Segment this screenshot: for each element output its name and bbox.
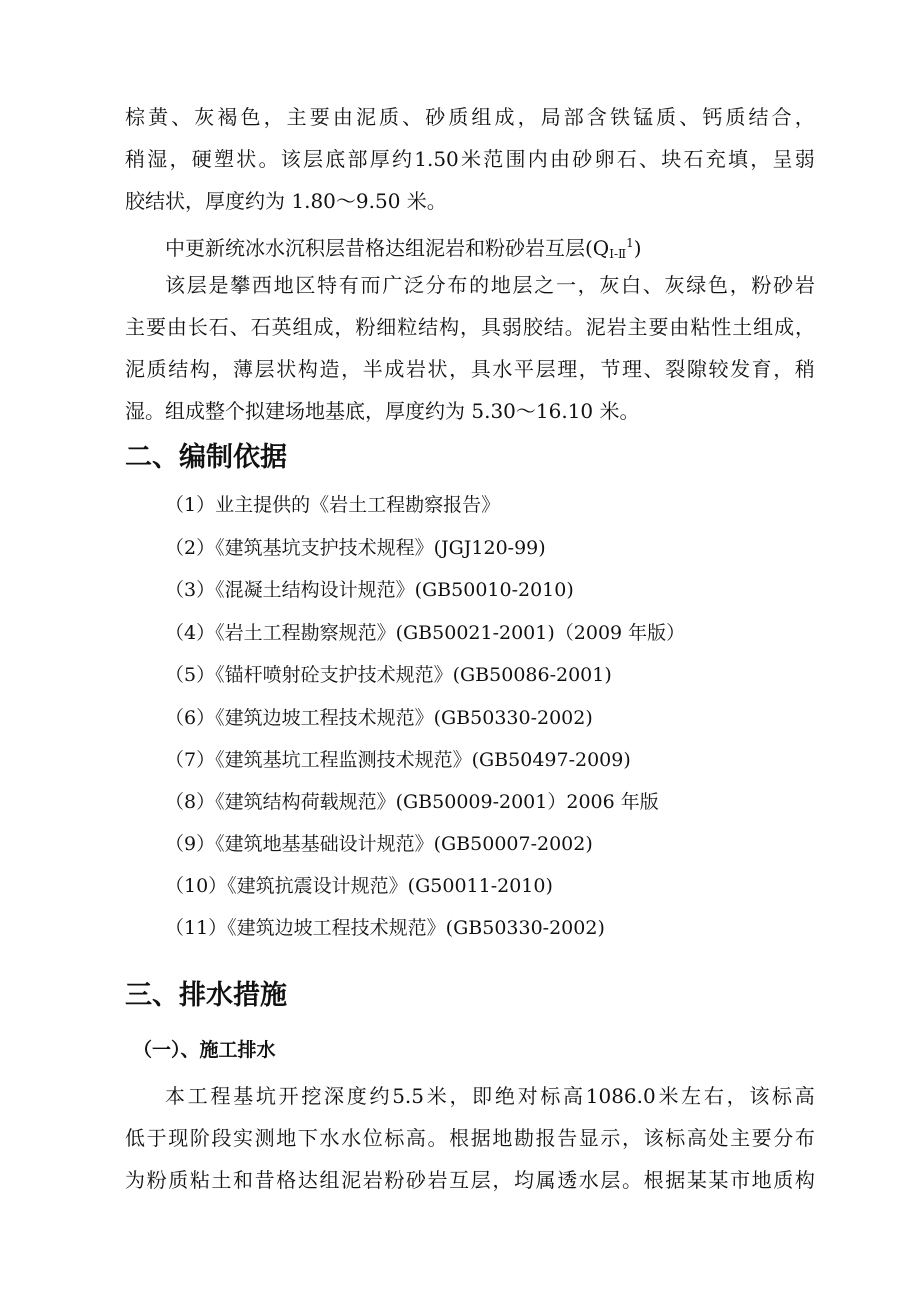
text-glyph: 褐	[217, 105, 238, 129]
reference-item: （5）《锚杆喷射砼支护技术规范》(GB50086-2001)	[165, 664, 612, 686]
text-glyph: 内	[527, 147, 548, 171]
text-glyph: 、	[639, 147, 660, 171]
text-glyph: 由	[550, 147, 571, 171]
text-glyph: 根	[449, 1126, 470, 1150]
text-glyph: 灰	[599, 273, 620, 297]
text-glyph: 。	[622, 1168, 643, 1192]
text-glyph: 基	[233, 1084, 254, 1108]
text-glyph: 石	[683, 147, 704, 171]
text-glyph: 的	[469, 273, 490, 297]
text-glyph: 该	[643, 1126, 664, 1150]
text-glyph: 石	[616, 147, 637, 171]
text-glyph: 锰	[633, 105, 654, 129]
text-glyph: 对	[517, 1084, 538, 1108]
text-glyph: 底	[325, 147, 346, 171]
text-glyph: 石	[208, 315, 229, 339]
reference-item: （11）《建筑边坡工程技术规范》(GB50330-2002)	[165, 917, 605, 939]
text-glyph: 地	[492, 1126, 513, 1150]
body-text-line: 胶结状，厚度约为 1.80～9.50 米。	[125, 189, 447, 213]
text-glyph: 地	[751, 1168, 772, 1192]
text-glyph: 粒	[397, 315, 418, 339]
text-glyph: 该	[165, 273, 185, 297]
text-glyph: 报	[535, 1126, 556, 1150]
text-glyph: 湿	[147, 147, 168, 171]
text-glyph: 某	[686, 1168, 707, 1192]
text-glyph: 、	[679, 105, 700, 129]
text-glyph: 均	[513, 1168, 534, 1192]
text-glyph: 要	[751, 1126, 772, 1150]
text-glyph: 标	[665, 1126, 686, 1150]
text-glyph: 约	[369, 1084, 390, 1108]
text-glyph: 属	[535, 1168, 556, 1192]
text-glyph: 本	[165, 1084, 185, 1108]
text-glyph: 高	[686, 1126, 707, 1150]
body-text-line	[125, 146, 815, 172]
text-glyph: 测	[254, 1126, 275, 1150]
text-glyph: 之	[534, 273, 555, 297]
text-glyph: 构	[794, 1168, 815, 1192]
text-glyph: 岩	[606, 315, 627, 339]
text-glyph: 薄	[233, 357, 254, 381]
body-text-line	[125, 1167, 815, 1193]
text-glyph: 泥	[125, 357, 145, 381]
text-glyph: 部	[563, 105, 584, 129]
text-glyph: 该	[280, 147, 301, 171]
reference-item: （9）《建筑地基基础设计规范》(GB50007-2002)	[165, 833, 593, 855]
body-text-line	[125, 1125, 815, 1151]
text-glyph: 度	[346, 1084, 367, 1108]
text-glyph: ，	[578, 357, 599, 381]
text-glyph: 约	[392, 147, 412, 171]
text-glyph: ，	[460, 315, 480, 339]
text-glyph: 分	[773, 1126, 794, 1150]
text-glyph: 土	[211, 1168, 232, 1192]
text-glyph: 地	[276, 1126, 297, 1150]
text-glyph: 理	[622, 357, 643, 381]
text-glyph: 格	[276, 1168, 297, 1192]
reference-item: （7）《建筑基坑工程监测技术规范》(GB50497-2009)	[165, 749, 631, 771]
text-glyph: 层	[186, 273, 207, 297]
body-text-line: 湿。组成整个拟建场地基底，厚度约为 5.30～16.10 米。	[125, 399, 640, 423]
text-glyph: 水	[578, 1168, 599, 1192]
text-glyph: 。	[258, 147, 279, 171]
text-glyph: 、	[643, 357, 664, 381]
text-glyph: 合	[771, 105, 792, 129]
text-glyph: 粉	[146, 1168, 167, 1192]
text-glyph: 粉	[384, 1168, 405, 1192]
reference-item: （2）《建筑基坑支护技术规程》(JGJ120-99)	[165, 537, 546, 559]
text-glyph: 处	[708, 1126, 729, 1150]
text-glyph: 工	[187, 1084, 208, 1108]
text-glyph: 组	[292, 315, 313, 339]
text-glyph: 透	[557, 1168, 578, 1192]
text-glyph: ，	[773, 357, 794, 381]
text-glyph: 粘	[189, 1168, 210, 1192]
stratum-text: 中更新统冰水沉积层昔格达组泥岩和粉砂岩互层(Q	[165, 236, 610, 260]
text-glyph: 为	[125, 1168, 145, 1192]
text-glyph: 实	[233, 1126, 254, 1150]
text-glyph: 胶	[522, 315, 543, 339]
text-glyph: 是	[208, 273, 229, 297]
text-glyph: ，	[622, 1126, 643, 1150]
text-glyph: 布	[447, 273, 468, 297]
text-glyph: 水	[319, 1126, 340, 1150]
text-glyph: ，	[726, 1084, 747, 1108]
text-glyph: 构	[439, 315, 460, 339]
text-glyph: 质	[725, 105, 746, 129]
text-glyph: 水	[341, 1126, 362, 1150]
text-glyph: 质	[656, 105, 677, 129]
stratum-heading	[165, 230, 815, 267]
text-glyph: 分	[425, 273, 446, 297]
section-heading-basis: 二、编制依据	[125, 442, 287, 473]
body-text-line	[125, 314, 815, 340]
section-heading-drainage: 三、排水措施	[125, 980, 287, 1011]
text-glyph: 米	[658, 1084, 679, 1108]
reference-item: （1）业主提供的《岩土工程勘察报告》	[165, 494, 501, 516]
reference-item: （3）《混凝土结构设计规范》(GB50010-2010)	[165, 579, 574, 601]
text-glyph: 状	[276, 357, 297, 381]
text-glyph: 砂	[572, 147, 593, 171]
text-glyph: 程	[210, 1084, 231, 1108]
text-glyph: 绿	[686, 273, 707, 297]
text-glyph: 地	[273, 273, 294, 297]
text-glyph: 质	[168, 1168, 189, 1192]
text-glyph: 灰	[194, 105, 215, 129]
text-glyph: 层	[303, 147, 323, 171]
text-glyph: 米	[461, 147, 482, 171]
text-glyph: 据	[470, 1126, 491, 1150]
text-glyph: 位	[362, 1126, 383, 1150]
text-glyph: 挖	[301, 1084, 322, 1108]
text-glyph: 状	[427, 357, 448, 381]
text-glyph: 粉	[751, 273, 772, 297]
text-glyph: ，	[211, 357, 232, 381]
text-glyph: 主	[125, 315, 145, 339]
text-glyph: 组	[319, 1168, 340, 1192]
text-glyph: 结	[748, 105, 769, 129]
text-glyph: ，	[794, 105, 815, 129]
text-glyph: 钙	[702, 105, 723, 129]
text-glyph: 达	[297, 1168, 318, 1192]
text-glyph: 由	[332, 105, 353, 129]
text-glyph: 平	[513, 357, 534, 381]
text-glyph: 灰	[664, 273, 685, 297]
text-glyph: 水	[492, 357, 513, 381]
text-glyph: 泥	[355, 105, 376, 129]
text-glyph: 细	[376, 315, 397, 339]
text-glyph: 范	[483, 147, 504, 171]
stratum-superscript: 1	[626, 236, 634, 250]
text-glyph: 发	[730, 357, 751, 381]
text-glyph: ，	[341, 357, 362, 381]
text-glyph: 阶	[189, 1126, 210, 1150]
text-glyph: 造	[319, 357, 340, 381]
text-glyph: 布	[794, 1126, 815, 1150]
text-glyph: 质	[379, 105, 400, 129]
body-text-line	[165, 272, 815, 298]
text-glyph: 主	[627, 315, 648, 339]
text-glyph: 深	[324, 1084, 345, 1108]
text-glyph: 育	[751, 357, 772, 381]
text-glyph: 和	[233, 1168, 254, 1192]
text-glyph: 由	[166, 315, 187, 339]
body-text-line	[125, 356, 815, 382]
text-glyph: 示	[600, 1126, 621, 1150]
text-glyph: 组	[753, 315, 774, 339]
text-glyph: 主	[730, 1126, 751, 1150]
text-glyph: 、	[402, 105, 423, 129]
text-glyph: 土	[732, 315, 753, 339]
text-glyph: 构	[297, 357, 318, 381]
text-glyph: 市	[730, 1168, 751, 1192]
text-glyph: 质	[146, 357, 167, 381]
text-glyph: 标	[384, 1126, 405, 1150]
text-glyph: 含	[586, 105, 607, 129]
body-text-line	[125, 104, 815, 130]
text-glyph: 稍	[125, 147, 145, 171]
text-glyph: 弱	[794, 147, 815, 171]
text-glyph: 具	[480, 315, 501, 339]
text-glyph: 有	[338, 273, 359, 297]
text-glyph: 硬	[191, 147, 212, 171]
text-glyph: 、	[642, 273, 663, 297]
text-glyph: 结	[418, 315, 439, 339]
reference-item: （8）《建筑结构荷载规范》(GB50009-2001）2006 年版	[165, 791, 659, 813]
text-glyph: 根	[643, 1168, 664, 1192]
text-glyph: 成	[384, 357, 405, 381]
text-glyph: 成	[313, 315, 334, 339]
text-glyph: 铁	[609, 105, 630, 129]
text-glyph: 告	[557, 1126, 578, 1150]
text-glyph: 下	[297, 1126, 318, 1150]
reference-item: （6）《建筑边坡工程技术规范》(GB50330-2002)	[165, 707, 593, 729]
text-glyph: 标	[540, 1084, 561, 1108]
text-glyph: 要	[648, 315, 669, 339]
text-glyph: 地	[490, 273, 511, 297]
text-glyph: ，	[795, 315, 815, 339]
text-glyph: 泛	[403, 273, 424, 297]
text-glyph: 高	[794, 1084, 815, 1108]
text-glyph: 隙	[686, 357, 707, 381]
text-glyph: 岩	[405, 357, 426, 381]
text-glyph: 石	[250, 315, 271, 339]
text-glyph: 右	[703, 1084, 724, 1108]
text-glyph: 该	[749, 1084, 770, 1108]
text-glyph: 砂	[425, 105, 446, 129]
text-glyph: 层	[254, 357, 275, 381]
text-glyph: 色	[707, 273, 728, 297]
text-glyph: 结	[168, 357, 189, 381]
text-glyph: 局	[540, 105, 561, 129]
text-glyph: 一	[555, 273, 576, 297]
text-glyph: 裂	[665, 357, 686, 381]
text-glyph: 泥	[341, 1168, 362, 1192]
text-glyph: 现	[168, 1126, 189, 1150]
text-glyph: 构	[189, 357, 210, 381]
text-glyph: ，	[263, 105, 284, 129]
reference-item: （4）《岩土工程勘察规范》(GB50021-2001)（2009 年版）	[165, 622, 686, 644]
text-glyph: 填	[728, 147, 749, 171]
text-glyph: 据	[665, 1168, 686, 1192]
text-glyph: 层	[512, 273, 533, 297]
text-glyph: 层	[600, 1168, 621, 1192]
text-glyph: 要	[309, 105, 330, 129]
text-glyph: 主	[286, 105, 307, 129]
text-glyph: 开	[278, 1084, 299, 1108]
text-glyph: 由	[669, 315, 690, 339]
text-glyph: 即	[472, 1084, 493, 1108]
text-glyph: ，	[449, 1084, 470, 1108]
text-glyph: 5.5	[392, 1084, 424, 1108]
stratum-subscript: Ⅰ-Ⅱ	[609, 247, 627, 261]
text-glyph: ，	[729, 273, 750, 297]
text-glyph: 、	[171, 105, 192, 129]
text-glyph: 部	[347, 147, 368, 171]
text-glyph: 泥	[585, 315, 606, 339]
text-glyph: 而	[360, 273, 381, 297]
text-glyph: 塑	[214, 147, 234, 171]
text-glyph: ，	[492, 1168, 513, 1192]
text-glyph: 半	[362, 357, 383, 381]
text-glyph: 高	[563, 1084, 584, 1108]
text-glyph: 攀	[230, 273, 251, 297]
text-glyph: 绝	[494, 1084, 515, 1108]
text-glyph: 粘	[690, 315, 711, 339]
text-glyph: 1086.0	[585, 1084, 656, 1108]
text-glyph: 岩	[362, 1168, 383, 1192]
text-glyph: 西	[251, 273, 272, 297]
text-glyph: ，	[750, 147, 771, 171]
text-glyph: 节	[600, 357, 621, 381]
text-glyph: 段	[211, 1126, 232, 1150]
text-glyph: 组	[471, 105, 492, 129]
text-glyph: 1.50	[414, 147, 459, 171]
stratum-close: )	[633, 236, 642, 260]
text-glyph: 显	[578, 1126, 599, 1150]
text-glyph: 成	[494, 105, 515, 129]
text-glyph: 理	[557, 357, 578, 381]
text-glyph: 勘	[513, 1126, 534, 1150]
text-glyph: 互	[449, 1168, 470, 1192]
text-glyph: 稍	[794, 357, 815, 381]
text-glyph: 米	[426, 1084, 447, 1108]
text-glyph: 厚	[369, 147, 390, 171]
body-text-line	[165, 1083, 815, 1109]
text-glyph: 坑	[255, 1084, 276, 1108]
text-glyph: 棕	[125, 105, 145, 129]
text-glyph: 黄	[148, 105, 169, 129]
text-glyph: 砂	[405, 1168, 426, 1192]
text-glyph: 昔	[254, 1168, 275, 1192]
text-glyph: 状	[236, 147, 257, 171]
text-glyph: 弱	[501, 315, 522, 339]
text-glyph: 结	[543, 315, 564, 339]
text-glyph: 高	[405, 1126, 426, 1150]
text-glyph: 左	[681, 1084, 702, 1108]
text-glyph: 粉	[355, 315, 376, 339]
text-glyph: 呈	[772, 147, 793, 171]
text-glyph: 砂	[773, 273, 794, 297]
text-glyph: 块	[661, 147, 682, 171]
text-glyph: ，	[517, 105, 538, 129]
text-glyph: 。	[427, 1126, 448, 1150]
text-glyph: 色	[240, 105, 261, 129]
text-glyph: 、	[229, 315, 250, 339]
text-glyph: 标	[772, 1084, 793, 1108]
text-glyph: ，	[577, 273, 598, 297]
text-glyph: 较	[708, 357, 729, 381]
subsection-heading-construction-drainage: （一）、施工排水	[133, 1039, 276, 1061]
text-glyph: 围	[505, 147, 526, 171]
text-glyph: 具	[470, 357, 491, 381]
text-glyph: 质	[448, 105, 469, 129]
text-glyph: 岩	[794, 273, 815, 297]
text-glyph: ，	[449, 357, 470, 381]
text-glyph: 区	[295, 273, 316, 297]
text-glyph: ，	[334, 315, 355, 339]
text-glyph: 白	[621, 273, 642, 297]
text-glyph: 特	[317, 273, 338, 297]
text-glyph: 岩	[427, 1168, 448, 1192]
text-glyph: 卵	[594, 147, 615, 171]
text-glyph: 。	[564, 315, 585, 339]
text-glyph: 充	[705, 147, 726, 171]
text-glyph: 要	[145, 315, 166, 339]
text-glyph: 低	[125, 1126, 145, 1150]
text-glyph: 某	[708, 1168, 729, 1192]
text-glyph: 英	[271, 315, 292, 339]
text-glyph: 长	[187, 315, 208, 339]
text-glyph: 层	[470, 1168, 491, 1192]
text-glyph: 于	[146, 1126, 167, 1150]
reference-item: （10）《建筑抗震设计规范》(G50011-2010)	[165, 875, 553, 897]
text-glyph: 性	[711, 315, 732, 339]
text-glyph: 成	[774, 315, 795, 339]
text-glyph: 广	[382, 273, 403, 297]
text-glyph: 质	[773, 1168, 794, 1192]
text-glyph: ，	[169, 147, 190, 171]
text-glyph: 层	[535, 357, 556, 381]
